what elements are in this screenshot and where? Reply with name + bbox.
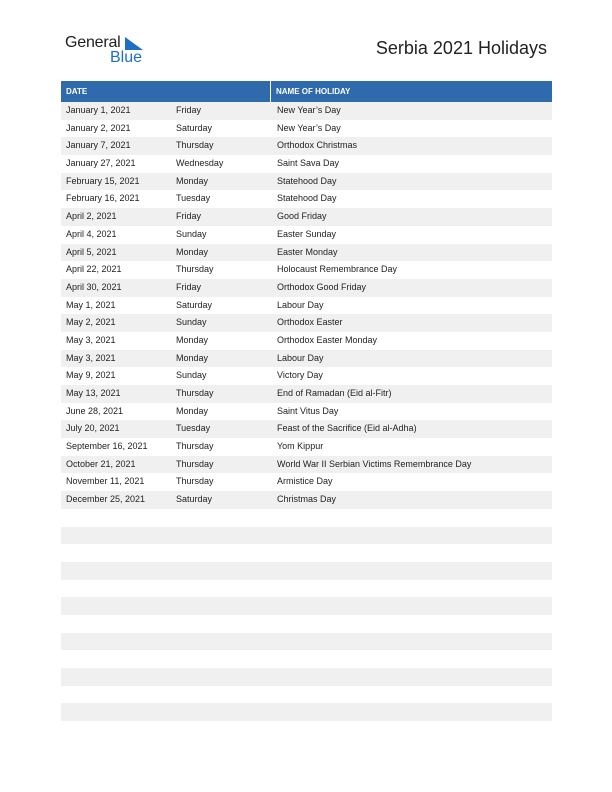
table-row	[61, 456, 552, 474]
table-row	[61, 297, 552, 315]
empty-table-row	[61, 633, 552, 651]
holiday-date: September 16, 2021	[66, 441, 148, 452]
holiday-date: May 13, 2021	[66, 388, 121, 398]
table-row	[61, 332, 552, 350]
holiday-date: January 7, 2021	[66, 140, 131, 151]
table-row	[61, 155, 552, 173]
holiday-date: May 1, 2021	[66, 299, 116, 310]
holiday-weekday: Thursday	[176, 388, 214, 398]
empty-table-row	[61, 562, 552, 580]
holiday-date: January 2, 2021	[66, 122, 131, 133]
holiday-name: Holocaust Remembrance Day	[277, 264, 398, 275]
table-row	[61, 385, 552, 403]
table-row	[61, 279, 552, 297]
holiday-name: New Year’s Day	[277, 105, 341, 115]
holiday-weekday: Monday	[176, 175, 209, 186]
holiday-name: Labour Day	[277, 299, 324, 310]
holiday-name: Feast of the Sacrifice (Eid al-Adha)	[277, 423, 417, 434]
holiday-weekday: Tuesday	[176, 193, 211, 204]
table-row	[61, 350, 552, 368]
holiday-name: Christmas Day	[277, 494, 337, 505]
holiday-name: Easter Monday	[277, 246, 338, 257]
holiday-date: April 2, 2021	[66, 211, 117, 222]
empty-table-row	[61, 544, 552, 562]
holiday-weekday: Tuesday	[176, 423, 211, 434]
table-row	[61, 102, 552, 120]
holiday-weekday: Saturday	[176, 494, 213, 505]
holiday-name-column-header: NAME OF HOLIDAY	[276, 87, 351, 96]
holiday-date: April 4, 2021	[66, 228, 117, 239]
table-row	[61, 226, 552, 244]
holiday-weekday: Monday	[176, 405, 209, 416]
holiday-date: January 27, 2021	[66, 158, 136, 169]
holiday-weekday: Thursday	[176, 458, 214, 469]
holiday-name: End of Ramadan (Eid al-Fitr)	[277, 388, 392, 398]
empty-table-row	[61, 686, 552, 704]
holiday-name: Yom Kippur	[277, 441, 324, 452]
holiday-name: Good Friday	[277, 211, 327, 222]
page-title: Serbia 2021 Holidays	[375, 38, 547, 58]
holiday-date: May 3, 2021	[66, 334, 116, 345]
holiday-weekday: Thursday	[176, 441, 214, 452]
holiday-name: New Year’s Day	[277, 122, 341, 133]
holiday-date: April 5, 2021	[66, 246, 117, 257]
holiday-date: February 16, 2021	[66, 193, 140, 204]
holiday-date: May 9, 2021	[66, 370, 116, 381]
logo-general-text: General	[65, 34, 121, 51]
holiday-name: Armistice Day	[277, 476, 333, 487]
table-row	[61, 438, 552, 456]
empty-table-row	[61, 703, 552, 721]
table-row	[61, 173, 552, 191]
holiday-date: April 22, 2021	[66, 264, 122, 275]
holiday-weekday: Saturday	[176, 299, 213, 310]
table-row	[61, 420, 552, 438]
holiday-date: June 28, 2021	[66, 405, 124, 416]
logo-blue-text: Blue	[110, 49, 143, 66]
holiday-weekday: Sunday	[176, 228, 207, 239]
empty-table-row	[61, 527, 552, 545]
holiday-weekday: Wednesday	[176, 158, 224, 169]
holiday-date: October 21, 2021	[66, 458, 136, 469]
holiday-name: Saint Vitus Day	[277, 405, 339, 416]
holiday-weekday: Thursday	[176, 476, 214, 487]
holiday-date: April 30, 2021	[66, 281, 122, 292]
table-row	[61, 367, 552, 385]
holiday-weekday: Friday	[176, 281, 202, 292]
table-row	[61, 491, 552, 509]
table-row	[61, 473, 552, 491]
holiday-date: February 15, 2021	[66, 175, 140, 186]
empty-table-row	[61, 668, 552, 686]
table-header	[61, 81, 552, 102]
brand-logo	[65, 34, 155, 68]
holiday-date: May 2, 2021	[66, 317, 116, 328]
holiday-table	[61, 81, 552, 721]
holiday-name: Orthodox Good Friday	[277, 281, 367, 292]
holiday-weekday: Friday	[176, 105, 202, 115]
holiday-weekday: Thursday	[176, 264, 214, 275]
holiday-weekday: Monday	[176, 352, 209, 363]
holiday-name: Statehood Day	[277, 175, 337, 186]
table-row	[61, 120, 552, 138]
holiday-weekday: Monday	[176, 334, 209, 345]
holiday-name: Saint Sava Day	[277, 158, 340, 169]
empty-table-row	[61, 650, 552, 668]
table-row	[61, 137, 552, 155]
table-row	[61, 190, 552, 208]
holiday-date: December 25, 2021	[66, 494, 146, 505]
table-row	[61, 261, 552, 279]
holiday-name: Orthodox Easter	[277, 317, 343, 328]
empty-table-row	[61, 509, 552, 527]
table-body	[61, 102, 552, 721]
holiday-name: Statehood Day	[277, 193, 337, 204]
empty-table-row	[61, 615, 552, 633]
table-row	[61, 244, 552, 262]
holiday-date: January 1, 2021	[66, 105, 131, 115]
empty-table-row	[61, 580, 552, 598]
table-row	[61, 403, 552, 421]
holiday-name: Victory Day	[277, 370, 323, 381]
holiday-weekday: Friday	[176, 211, 202, 222]
holiday-name: Orthodox Easter Monday	[277, 334, 378, 345]
holiday-name: World War II Serbian Victims Remembrance Day	[277, 458, 472, 469]
holiday-weekday: Sunday	[176, 317, 207, 328]
holiday-name: Labour Day	[277, 352, 324, 363]
holiday-date: November 11, 2021	[66, 476, 145, 487]
empty-table-row	[61, 597, 552, 615]
table-row	[61, 208, 552, 226]
holiday-name: Easter Sunday	[277, 228, 337, 239]
table-row	[61, 314, 552, 332]
holiday-weekday: Saturday	[176, 122, 213, 133]
holiday-date: May 3, 2021	[66, 352, 116, 363]
date-column-header: DATE	[61, 81, 271, 102]
holiday-date: July 20, 2021	[66, 423, 120, 434]
holiday-weekday: Thursday	[176, 140, 214, 151]
holiday-name: Orthodox Christmas	[277, 140, 358, 151]
holiday-weekday: Monday	[176, 246, 209, 257]
holiday-weekday: Sunday	[176, 370, 207, 381]
